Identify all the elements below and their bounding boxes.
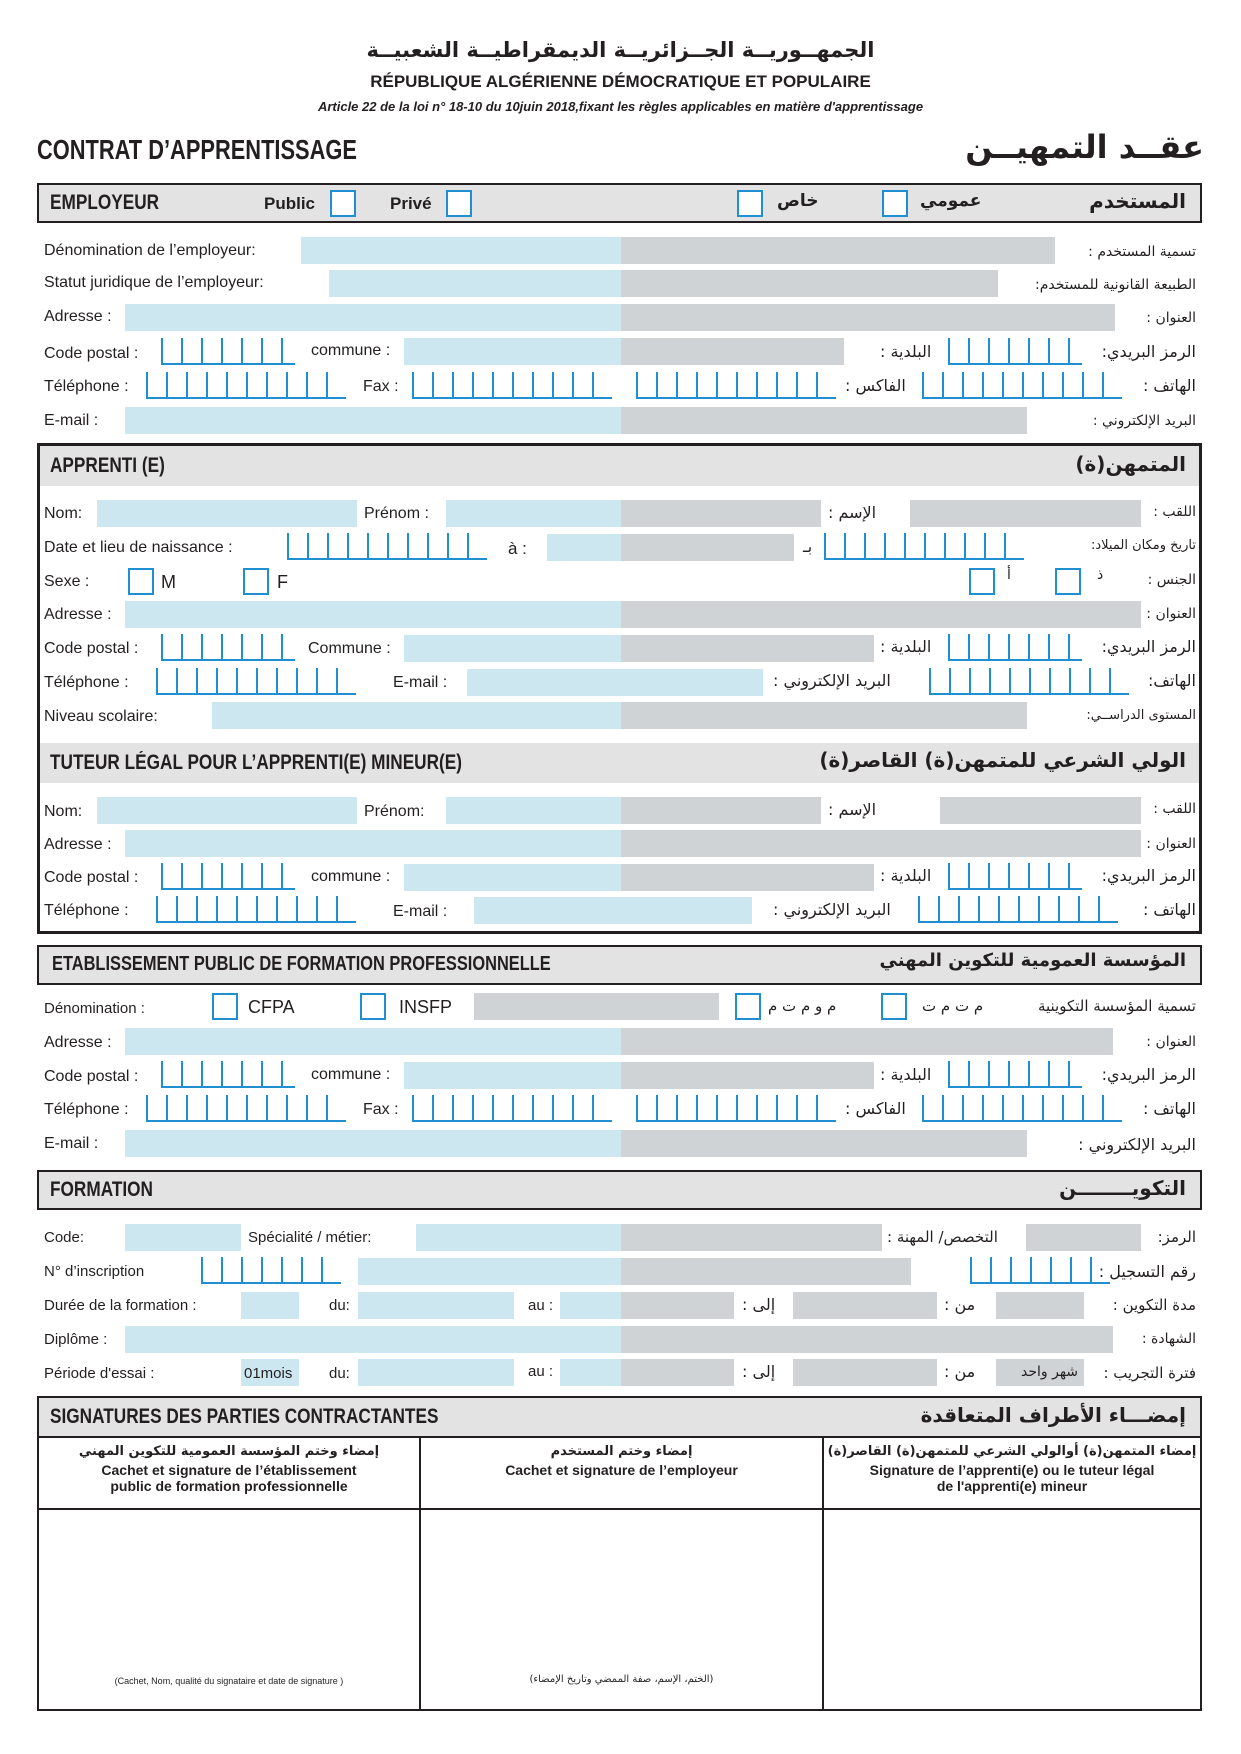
app-b-label: بـ [803,537,813,556]
emp-statut-label-ar: الطبيعة القانونية للمستخدم: [1035,277,1196,293]
emp-statut-label: Statut juridique de l’employeur: [44,274,264,291]
omoumi-label: عمومي [920,191,982,211]
emp-adresse-field-ar2[interactable] [797,304,1115,331]
emp-email-field[interactable] [125,407,621,434]
etab-adresse-field[interactable] [125,1028,621,1055]
emp-cp-boxes[interactable] [161,338,295,365]
form-spec-field[interactable] [416,1224,621,1251]
public-checkbox[interactable] [330,190,356,217]
emp-denom-label: Dénomination de l’employeur: [44,242,256,259]
tut-tel-label-ar: الهاتف : [1142,900,1196,919]
form-duree-au-label: au : [528,1297,554,1314]
app-adresse-label-ar: العنوان : [1146,606,1196,622]
tut-email-label: E-mail : [393,903,448,920]
tut-prenom-field-ar[interactable] [621,797,821,824]
form-insc-boxes[interactable] [201,1257,341,1284]
form-duree-au-field-ar[interactable] [621,1292,734,1319]
form-essai-min-label: من : [944,1362,976,1381]
emp-commune-field[interactable] [404,338,621,365]
emp-adresse-field[interactable] [125,304,621,331]
tut-adresse-label: Adresse : [44,836,112,853]
tut-prenom-field[interactable] [446,797,621,824]
tut-nom-label-ar: اللقب : [1153,801,1196,817]
sig-col2-header [421,1444,822,1478]
form-essai-au-field-ar[interactable] [621,1359,734,1386]
form-duree-du-field[interactable] [358,1292,514,1319]
app-a-label: à : [508,539,527,558]
sig-col1-header [39,1444,419,1494]
emp-email-label: E-mail : [44,412,99,429]
app-sexe-label-ar: الجنس : [1147,572,1196,588]
emp-statut-field-ar[interactable] [621,270,998,297]
form-essai-label: Période d'essai : [44,1365,155,1382]
form-duree-min-label: من : [944,1295,976,1314]
etab-tel-label: Téléphone : [44,1101,129,1118]
etab-fax-boxes-ar[interactable] [636,1095,836,1122]
tut-adresse-field-ar[interactable] [621,830,1141,857]
apprenti-title-ar: المتمهن(ة) [1075,452,1186,476]
khas-checkbox[interactable] [737,190,763,217]
app-adresse-field-ar[interactable] [621,601,1141,628]
etab-denom-field[interactable] [474,993,719,1020]
tut-adresse-label-ar: العنوان : [1146,836,1196,852]
app-date-boxes-ar[interactable] [824,533,1024,560]
form-essai-au-field[interactable] [560,1359,621,1386]
form-duree-ila-label: إلى : [742,1295,776,1314]
app-cp-boxes-ar[interactable] [948,634,1082,661]
form-code-field-ar[interactable] [1026,1224,1141,1251]
app-date-boxes[interactable] [287,533,487,560]
etab-commune-label-ar: البلدية : [880,1065,932,1084]
etab-title-fr: ETABLISSEMENT PUBLIC DE FORMATION PROFESSIONNELLE [52,953,551,975]
insfp-label: INSFP [399,997,453,1017]
sig-col3-header [824,1444,1200,1494]
etab-tel-boxes[interactable] [146,1095,346,1122]
form-essai-min-field[interactable] [793,1359,937,1386]
form-insc-boxes-ar[interactable] [970,1257,1110,1284]
form-essai-du-label: du: [329,1365,350,1382]
emp-tel-label: Téléphone : [44,378,129,395]
form-duree-au-field[interactable] [560,1292,621,1319]
insfp-checkbox[interactable] [360,993,386,1020]
app-commune-label: Commune : [308,640,391,657]
etab-email-field-ar[interactable] [621,1130,1027,1157]
form-duree-label: Durée de la formation : [44,1297,197,1314]
sig-foot-fr: (Cachet, Nom, qualité du signataire et date de signature ) [114,1676,344,1686]
tut-tel-label: Téléphone : [44,902,129,919]
emp-fax-boxes[interactable] [412,372,612,399]
sig-col1-ar: إمضاء وختم المؤسسة العمومية للتكوين المهني [78,1444,380,1459]
app-adresse-label: Adresse : [44,606,112,623]
app-prenom-field[interactable] [446,500,621,527]
emp-adresse-label-ar: العنوان : [1146,310,1196,326]
tut-prenom-label-ar: الإسم : [828,800,877,819]
sig-col3-fr: Signature de l’apprenti(e) ou le tuteur légal de l'apprenti(e) mineur [869,1462,1155,1494]
tut-email-label-ar: البريد الإلكتروني : [773,900,891,919]
sig-col2-fr: Cachet et signature de l’employeur [505,1462,738,1478]
mwmtm-label: م و م ت م [768,997,837,1015]
form-duree-min-field[interactable] [793,1292,937,1319]
etab-adresse-label: Adresse : [44,1034,112,1051]
app-niveau-field-ar[interactable] [621,702,1027,729]
title-ar: عقــد التمهيــن [965,128,1204,166]
form-essai-au-label: au : [528,1363,554,1380]
app-sexe-label: Sexe : [44,573,90,590]
tut-tel-boxes[interactable] [156,896,356,923]
emp-commune-label: commune : [311,342,391,359]
etab-cp-label: Code postal : [44,1068,139,1085]
cfpa-checkbox[interactable] [212,993,238,1020]
sig-col1-fr: Cachet et signature de l’établissement public de formation professionnelle [101,1462,357,1494]
tut-commune-label-ar: البلدية : [880,866,932,885]
app-nom-label: Nom: [44,505,83,522]
etab-cp-boxes[interactable] [161,1061,295,1088]
form-diplome-label-ar: الشهادة : [1141,1331,1196,1347]
tut-cp-label: Code postal : [44,869,139,886]
tut-commune-field-ar[interactable] [621,864,874,891]
emp-statut-field[interactable] [329,270,621,297]
app-cp-label-ar: الرمز البريدي: [1101,637,1196,656]
app-niveau-field[interactable] [212,702,621,729]
app-niveau-label-ar: المستوى الدراســي: [1086,708,1196,723]
tut-cp-label-ar: الرمز البريدي: [1101,866,1196,885]
app-nom-field-ar[interactable] [910,500,1141,527]
etab-cp-label-ar: الرمز البريدي: [1101,1065,1196,1084]
apprenti-band [40,446,1199,486]
etab-commune-field-ar[interactable] [621,1062,874,1089]
etab-fax-boxes[interactable] [412,1095,612,1122]
form-duree-field-ar[interactable] [996,1292,1084,1319]
apprenti-title-fr: APPRENTI (E) [50,454,165,477]
employeur-band [37,183,1202,223]
prive-checkbox[interactable] [446,190,472,217]
emp-tel-boxes-ar[interactable] [922,372,1122,399]
etab-commune-label: commune : [311,1066,391,1083]
tut-commune-label: commune : [311,868,391,885]
etab-title-ar: المؤسسة العمومية للتكوين المهني [879,950,1186,971]
cfpa-label: CFPA [248,997,295,1017]
sexe-m-label: M [161,572,176,592]
form-essai-value-ar[interactable]: شهر واحد [996,1359,1084,1386]
emp-denom-label-ar: تسمية المستخدم : [1088,244,1196,260]
etab-fax-label-ar: الفاكس : [845,1099,906,1118]
tuteur-title-fr: TUTEUR LÉGAL POUR L’APPRENTI(E) MINEUR(E) [50,751,463,774]
etab-adresse-field-ar[interactable] [621,1028,1113,1055]
form-essai-du-field[interactable] [358,1359,514,1386]
app-adresse-field[interactable] [125,601,621,628]
sig-foot-ar: (الختم، الإسم، صفة الممضي وتاريخ الإمضاء) [529,1674,714,1685]
form-duree-du-label: du: [329,1297,350,1314]
etab-email-label-ar: البريد الإلكتروني : [1078,1135,1196,1154]
signatures-title-ar: إمضـــاء الأطراف المتعاقدة [920,1403,1186,1427]
etab-fax-label: Fax : [363,1101,399,1118]
khas-label: خاص [777,191,819,211]
law-reference: Article 22 de la loi n° 18-10 du 10juin 2018,fixant les règles applicables en matière d'apprentissage [317,99,924,114]
etab-adresse-label-ar: العنوان : [1146,1034,1196,1050]
prive-label: Privé [390,194,432,213]
form-essai-ila-label: إلى : [742,1362,776,1381]
app-cp-boxes[interactable] [161,634,295,661]
emp-email-label-ar: البريد الإلكتروني : [1092,413,1196,429]
app-commune-field-ar[interactable] [621,635,874,662]
title-fr: CONTRAT D’APPRENTISSAGE [37,134,357,165]
app-nom-label-ar: اللقب : [1153,504,1196,520]
app-email-label: E-mail : [393,674,448,691]
emp-denom-field[interactable] [301,237,621,264]
form-insc-label-ar: رقم التسجيل : [1098,1262,1196,1281]
emp-adresse-field-ar[interactable] [621,304,797,331]
app-tel-boxes[interactable] [156,668,356,695]
emp-fax-boxes-ar[interactable] [636,372,836,399]
sig-area-apprenti[interactable] [824,1510,1200,1709]
tut-cp-boxes-ar[interactable] [948,863,1082,890]
form-spec-label-ar: التخصص/ المهنة : [887,1228,998,1246]
tuteur-title-ar: الولي الشرعي للمتمهن(ة) القاصر(ة) [819,748,1186,772]
republic-fr: RÉPUBLIQUE ALGÉRIENNE DÉMOCRATIQUE ET POPULAIRE [370,72,871,91]
app-commune-field[interactable] [404,635,621,662]
sexe-m-checkbox[interactable] [128,568,154,595]
app-date-label: Date et lieu de naissance : [44,539,233,556]
tut-adresse-field[interactable] [125,830,621,857]
app-cp-label: Code postal : [44,640,139,657]
app-email-field[interactable] [467,669,763,696]
mwmtm-checkbox[interactable] [735,993,761,1020]
tut-commune-field[interactable] [404,864,621,891]
form-insc-field-ar[interactable] [621,1258,911,1285]
sexe-ar-m-label: ذ [1097,567,1104,583]
form-spec-label: Spécialité / métier: [248,1229,372,1246]
etab-tel-boxes-ar[interactable] [922,1095,1122,1122]
public-label: Public [264,194,316,213]
emp-commune-label-ar: البلدية : [880,342,932,361]
formation-band [37,1170,1202,1210]
emp-tel-label-ar: الهاتف : [1142,376,1196,395]
sexe-f-label: F [277,572,288,592]
etab-cp-boxes-ar[interactable] [948,1061,1082,1088]
emp-email-field-ar[interactable] [621,407,1027,434]
emp-tel-boxes[interactable] [146,372,346,399]
form-code-label-ar: الرمز: [1157,1228,1196,1246]
app-email-label-ar: البريد الإلكتروني : [773,671,891,690]
emp-fax-label-ar: الفاكس : [845,376,906,395]
app-lieu-field-ar[interactable] [621,534,794,561]
tut-prenom-label: Prénom: [364,803,425,820]
tut-nom-field[interactable] [97,797,357,824]
omoumi-checkbox[interactable] [882,190,908,217]
mtmt-checkbox[interactable] [881,993,907,1020]
form-insc-field[interactable] [358,1258,621,1285]
app-tel-boxes-ar[interactable] [929,668,1129,695]
etab-commune-field[interactable] [404,1062,621,1089]
form-code-field[interactable] [125,1224,241,1251]
sexe-ar-m-checkbox[interactable] [1055,568,1081,595]
app-commune-label-ar: البلدية : [880,637,932,656]
form-code-label: Code: [44,1229,85,1246]
etab-email-label: E-mail : [44,1135,99,1152]
app-tel-label-ar: الهاتف: [1148,671,1196,690]
employeur-title-ar: المستخدم [1089,189,1186,213]
formation-title-fr: FORMATION [50,1178,153,1201]
app-prenom-field-ar[interactable] [621,500,821,527]
form-insc-label: N° d’inscription [44,1263,145,1280]
form-diplome-field-ar[interactable] [621,1326,1113,1353]
republic-ar: الجمهــوريــة الجــزائريــة الديمقراطيــة الشعبيــة [366,38,875,62]
app-nom-field[interactable] [97,500,357,527]
emp-cp-boxes-ar[interactable] [948,338,1082,365]
app-niveau-label: Niveau scolaire: [44,708,158,725]
employeur-title-fr: EMPLOYEUR [50,191,160,214]
form-diplome-field[interactable] [125,1326,621,1353]
sexe-f-checkbox[interactable] [243,568,269,595]
form-essai-label-ar: فترة التجريب : [1103,1364,1196,1382]
emp-fax-label: Fax : [363,378,399,395]
form-spec-field-ar[interactable] [621,1224,882,1251]
app-date-label-ar: تاريخ ومكان الميلاد: [1091,538,1196,553]
app-lieu-field[interactable] [547,534,621,561]
form-essai-value[interactable]: 01mois [241,1359,299,1386]
sexe-ar-f-checkbox[interactable] [969,568,995,595]
emp-cp-label-ar: الرمز البريدي: [1101,342,1196,361]
app-prenom-label-ar: الإسم : [828,503,877,522]
tut-tel-boxes-ar[interactable] [918,896,1118,923]
sexe-ar-f-label: أ [1007,567,1011,583]
formation-title-ar: التكويــــــــن [1059,1176,1186,1200]
sig-col2-ar: إمضاء وختم المستخدم [550,1444,693,1459]
emp-adresse-label: Adresse : [44,308,112,325]
etab-denom-label: Dénomination : [44,1000,145,1017]
emp-cp-label: Code postal : [44,345,139,362]
etab-tel-label-ar: الهاتف : [1142,1099,1196,1118]
tut-cp-boxes[interactable] [161,863,295,890]
form-diplome-label: Diplôme : [44,1331,108,1348]
tut-nom-field-ar[interactable] [940,797,1141,824]
etab-denom-label-ar: تسمية المؤسسة التكوينية [1037,997,1196,1015]
app-prenom-label: Prénom : [364,505,429,522]
app-tel-label: Téléphone : [44,674,129,691]
emp-denom-field-ar[interactable] [621,237,1055,264]
form-duree-label-ar: مدة التكوين : [1112,1296,1196,1314]
tut-nom-label: Nom: [44,803,83,820]
mtmt-label: م ت م ت [922,997,984,1015]
sig-col3-ar: إمضاء المتمهن(ة) أوالولي الشرعي للمتمهن(ة) القاصر(ة) [827,1444,1197,1459]
form-duree-field[interactable] [241,1292,299,1319]
emp-commune-field-ar[interactable] [621,338,844,365]
signatures-title-fr: SIGNATURES DES PARTIES CONTRACTANTES [50,1405,439,1428]
etab-email-field[interactable] [125,1130,621,1157]
tut-email-field[interactable] [474,897,752,924]
